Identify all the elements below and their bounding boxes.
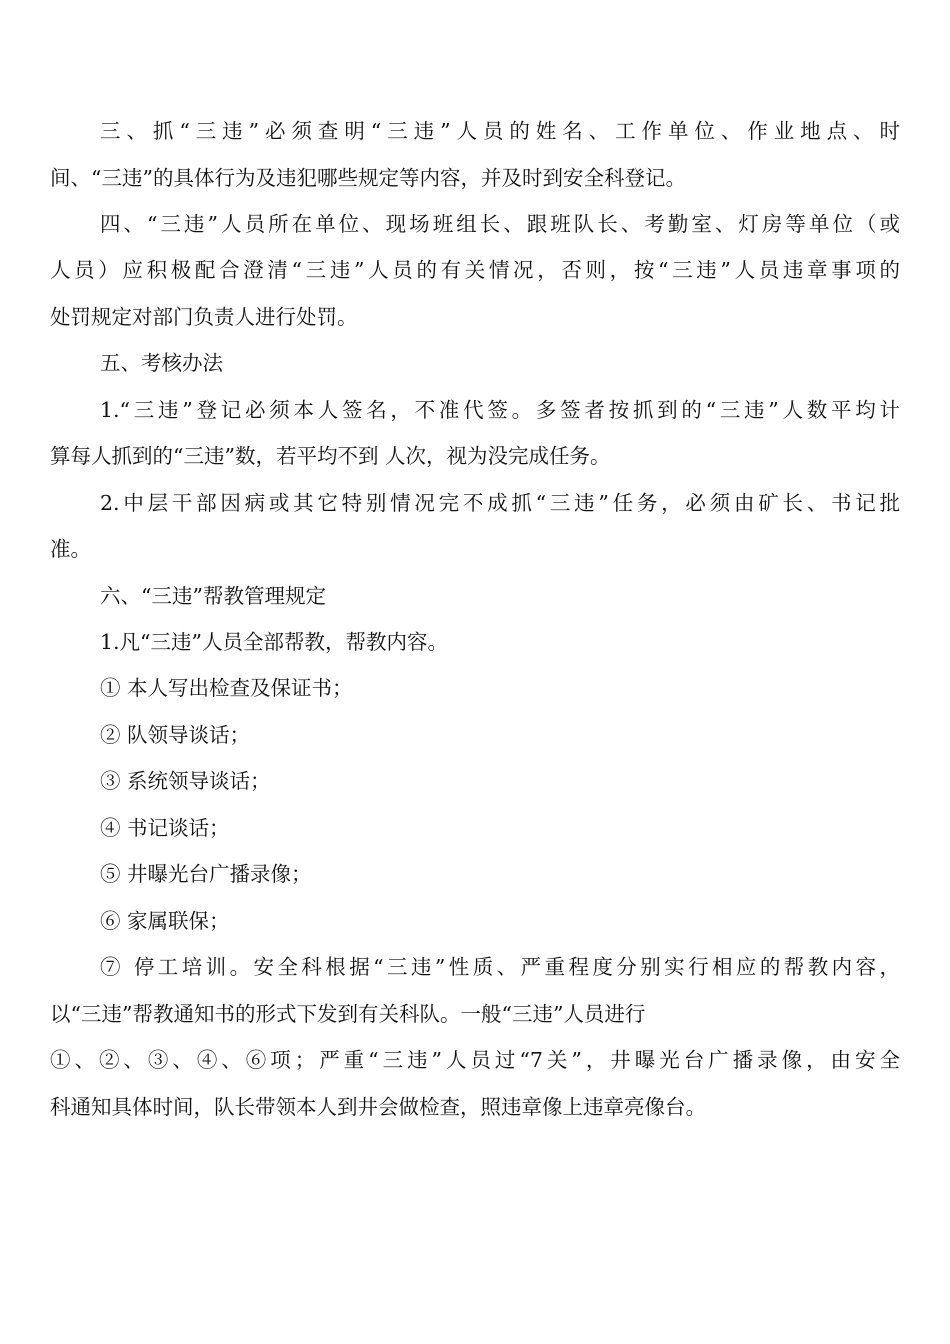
paragraph-4-line-3: 处罚规定对部门负责人进行处罚。: [50, 305, 358, 329]
paragraph-3-line-2: 间、“三违”的具体行为及违犯哪些规定等内容，并及时到安全科登记。: [50, 166, 686, 190]
paragraph-4-line-1: 四、“三违”人员所在单位、现场班组长、跟班队长、考勤室、灯房等单位（或: [100, 212, 900, 236]
assessment-item-1-line-1: 1.“三违”登记必须本人签名，不准代签。多签者按抓到的“三违”人数平均计: [100, 398, 900, 422]
list-item-3: ③ 系统领导谈话；: [100, 769, 271, 793]
list-item-5: ⑤ 井曝光台广播录像；: [100, 862, 312, 886]
list-item-6: ⑥ 家属联保；: [100, 909, 230, 933]
list-item-1: ① 本人写出检查及保证书；: [100, 676, 353, 700]
section-heading-assessment: 五、考核办法: [100, 351, 223, 375]
assessment-item-1-line-2: 算每人抓到的“三违”数，若平均不到 人次，视为没完成任务。: [50, 444, 611, 468]
list-item-4: ④ 书记谈话；: [100, 816, 230, 840]
paragraph-4-line-2: 人员）应积极配合澄清“三违”人员的有关情况，否则，按“三违”人员违章事项的: [50, 258, 900, 282]
list-item-7-line-1: ⑦ 停工培训。安全科根据“三违”性质、严重程度分别实行相应的帮教内容，: [100, 955, 900, 979]
list-item-7-line-3: ①、②、③、④、⑥项；严重“三违”人员过“7关”，井曝光台广播录像，由安全: [50, 1048, 900, 1072]
list-item-2: ② 队领导谈话；: [100, 723, 251, 747]
section-heading-help-education: 六、“三违”帮教管理规定: [100, 584, 326, 608]
paragraph-3-line-1: 三、抓“三违”必须查明“三违”人员的姓名、工作单位、作业地点、时: [100, 119, 900, 143]
assessment-item-2-line-2: 准。: [50, 537, 91, 561]
assessment-item-2-line-1: 2.中层干部因病或其它特别情况完不成抓“三违”任务，必须由矿长、书记批: [100, 491, 900, 515]
help-education-item-1: 1.凡“三违”人员全部帮教，帮教内容。: [100, 630, 449, 654]
list-item-7-line-4: 科通知具体时间，队长带领本人到井会做检查，照违章像上违章亮像台。: [50, 1095, 706, 1119]
list-item-7-line-2: 以“三违”帮教通知书的形式下发到有关科队。一般“三违”人员进行: [50, 1002, 646, 1026]
